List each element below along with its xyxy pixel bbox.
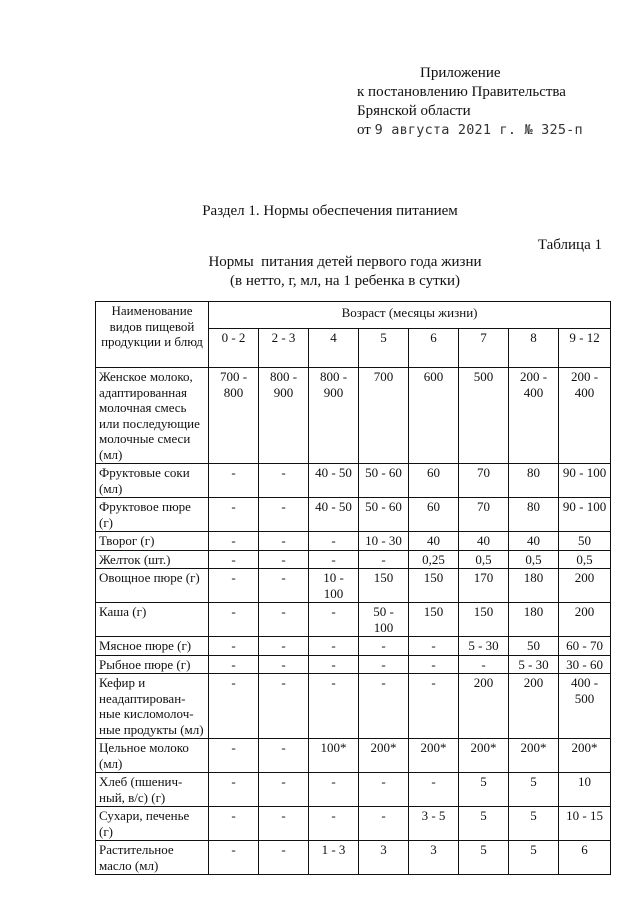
norm-value-cell: 200 - 400 bbox=[509, 368, 559, 464]
norm-value-cell: - bbox=[409, 674, 459, 739]
norm-value-cell: - bbox=[259, 807, 309, 841]
age-column-header: 5 bbox=[359, 329, 409, 368]
norm-value-cell: 0,5 bbox=[509, 550, 559, 569]
norm-value-cell: 200* bbox=[409, 739, 459, 773]
table-row bbox=[96, 739, 611, 773]
norm-value-cell: 5 bbox=[459, 807, 509, 841]
norm-value-cell: 5 - 30 bbox=[459, 637, 509, 656]
norm-value-cell: 700 bbox=[359, 368, 409, 464]
product-name-cell: Цельное молоко (мл) bbox=[96, 739, 209, 773]
norm-value-cell: - bbox=[209, 464, 259, 498]
norm-value-cell: 80 bbox=[509, 464, 559, 498]
table-row bbox=[96, 773, 611, 807]
norm-value-cell: 200 bbox=[459, 674, 509, 739]
table-row bbox=[96, 603, 611, 637]
norm-value-cell: 50 bbox=[559, 532, 611, 551]
norm-value-cell: - bbox=[259, 550, 309, 569]
norm-value-cell: - bbox=[209, 807, 259, 841]
date-prefix: от bbox=[357, 122, 371, 138]
norm-value-cell: - bbox=[209, 655, 259, 674]
norm-value-cell: - bbox=[359, 550, 409, 569]
norm-value-cell: - bbox=[209, 739, 259, 773]
norm-value-cell: 50 bbox=[509, 637, 559, 656]
norm-value-cell: 200* bbox=[359, 739, 409, 773]
table-row bbox=[96, 368, 611, 464]
appendix-line-2: к постановлению Правительства bbox=[357, 84, 566, 100]
norm-value-cell: 50 - 60 bbox=[359, 464, 409, 498]
product-name-cell: Фруктовое пюре (г) bbox=[96, 498, 209, 532]
norm-value-cell: 10 - 15 bbox=[559, 807, 611, 841]
norm-value-cell: 80 bbox=[509, 498, 559, 532]
norm-value-cell: 200 bbox=[559, 603, 611, 637]
norm-value-cell: - bbox=[209, 550, 259, 569]
norm-value-cell: 150 bbox=[359, 569, 409, 603]
norm-value-cell: - bbox=[259, 655, 309, 674]
product-name-cell: Желток (шт.) bbox=[96, 550, 209, 569]
norm-value-cell: - bbox=[309, 674, 359, 739]
norm-value-cell: - bbox=[359, 807, 409, 841]
norm-value-cell: 40 - 50 bbox=[309, 498, 359, 532]
norm-value-cell: - bbox=[259, 569, 309, 603]
norm-value-cell: - bbox=[409, 655, 459, 674]
table-title-line-1: Нормы питания детей первого года жизни bbox=[208, 254, 482, 270]
norm-value-cell: - bbox=[459, 655, 509, 674]
norm-value-cell: 30 - 60 bbox=[559, 655, 611, 674]
norm-value-cell: - bbox=[409, 773, 459, 807]
table-row bbox=[96, 674, 611, 739]
appendix-title: Приложение bbox=[420, 65, 501, 81]
norm-value-cell: 200 bbox=[509, 674, 559, 739]
norm-value-cell: 6 bbox=[559, 841, 611, 875]
norm-value-cell: 40 bbox=[459, 532, 509, 551]
age-column-header: 0 - 2 bbox=[209, 329, 259, 368]
norm-value-cell: 150 bbox=[459, 603, 509, 637]
norm-value-cell: - bbox=[259, 739, 309, 773]
table-row bbox=[96, 498, 611, 532]
norm-value-cell: - bbox=[309, 603, 359, 637]
norm-value-cell: - bbox=[259, 841, 309, 875]
norm-value-cell: 400 - 500 bbox=[559, 674, 611, 739]
norm-value-cell: - bbox=[359, 655, 409, 674]
norm-value-cell: 800 - 900 bbox=[259, 368, 309, 464]
table-row bbox=[96, 550, 611, 569]
norm-value-cell: 150 bbox=[409, 603, 459, 637]
norm-value-cell: - bbox=[309, 807, 359, 841]
norm-value-cell: 10 - 30 bbox=[359, 532, 409, 551]
age-column-header: 8 bbox=[509, 329, 559, 368]
section-title: Раздел 1. Нормы обеспечения питанием bbox=[202, 203, 458, 219]
norm-value-cell: 170 bbox=[459, 569, 509, 603]
norm-value-cell: - bbox=[209, 773, 259, 807]
norm-value-cell: 0,5 bbox=[559, 550, 611, 569]
age-column-header: 4 bbox=[309, 329, 359, 368]
norm-value-cell: 10 - 100 bbox=[309, 569, 359, 603]
table-title-line-2: (в нетто, г, мл, на 1 ребенка в сутки) bbox=[230, 273, 460, 289]
norm-value-cell: 0,5 bbox=[459, 550, 509, 569]
norm-value-cell: - bbox=[259, 773, 309, 807]
norm-value-cell: - bbox=[409, 637, 459, 656]
norm-value-cell: 5 bbox=[459, 773, 509, 807]
norm-value-cell: 800 - 900 bbox=[309, 368, 359, 464]
norm-value-cell: 1 - 3 bbox=[309, 841, 359, 875]
norm-value-cell: 5 bbox=[509, 841, 559, 875]
age-column-header: 2 - 3 bbox=[259, 329, 309, 368]
norm-value-cell: 70 bbox=[459, 498, 509, 532]
norm-value-cell: 50 - 100 bbox=[359, 603, 409, 637]
norm-value-cell: 200* bbox=[509, 739, 559, 773]
norm-value-cell: - bbox=[209, 841, 259, 875]
table-row bbox=[96, 841, 611, 875]
norm-value-cell: 3 bbox=[359, 841, 409, 875]
age-column-header: 6 bbox=[409, 329, 459, 368]
product-name-cell: Овощное пюре (г) bbox=[96, 569, 209, 603]
norm-value-cell: 200 bbox=[559, 569, 611, 603]
date-number-stamp: 9 августа 2021 г. № 325-п bbox=[374, 122, 583, 138]
table-row bbox=[96, 464, 611, 498]
product-name-cell: Творог (г) bbox=[96, 532, 209, 551]
norm-value-cell: - bbox=[259, 464, 309, 498]
norm-value-cell: - bbox=[209, 603, 259, 637]
product-name-cell: Каша (г) bbox=[96, 603, 209, 637]
norm-value-cell: 50 - 60 bbox=[359, 498, 409, 532]
norm-value-cell: 200* bbox=[559, 739, 611, 773]
norm-value-cell: 40 bbox=[509, 532, 559, 551]
product-name-cell: Сухари, печенье (г) bbox=[96, 807, 209, 841]
norm-value-cell: - bbox=[259, 603, 309, 637]
norm-value-cell: 3 - 5 bbox=[409, 807, 459, 841]
table-row bbox=[96, 655, 611, 674]
appendix-block bbox=[357, 64, 583, 140]
norm-value-cell: 500 bbox=[459, 368, 509, 464]
norm-value-cell: - bbox=[309, 773, 359, 807]
norm-value-cell: 200 - 400 bbox=[559, 368, 611, 464]
norm-value-cell: 40 bbox=[409, 532, 459, 551]
norm-value-cell: 5 bbox=[509, 807, 559, 841]
header-row-1 bbox=[96, 302, 611, 329]
age-column-header: 7 bbox=[459, 329, 509, 368]
norm-value-cell: 40 - 50 bbox=[309, 464, 359, 498]
norm-value-cell: 5 - 30 bbox=[509, 655, 559, 674]
product-name-cell: Растительное масло (мл) bbox=[96, 841, 209, 875]
norm-value-cell: - bbox=[359, 773, 409, 807]
product-name-cell: Мясное пюре (г) bbox=[96, 637, 209, 656]
norm-value-cell: 150 bbox=[409, 569, 459, 603]
norm-value-cell: - bbox=[209, 532, 259, 551]
norm-value-cell: 60 bbox=[409, 498, 459, 532]
product-name-cell: Хлеб (пшенич-ный, в/с) (г) bbox=[96, 773, 209, 807]
norm-value-cell: - bbox=[309, 655, 359, 674]
product-name-cell: Фруктовые соки (мл) bbox=[96, 464, 209, 498]
norm-value-cell: - bbox=[209, 637, 259, 656]
table-row bbox=[96, 569, 611, 603]
norm-value-cell: - bbox=[259, 532, 309, 551]
norm-value-cell: 180 bbox=[509, 569, 559, 603]
product-name-cell: Рыбное пюре (г) bbox=[96, 655, 209, 674]
nutrition-norms-table bbox=[95, 301, 611, 875]
appendix-line-3: Брянской области bbox=[357, 103, 471, 119]
norm-value-cell: - bbox=[359, 637, 409, 656]
norm-value-cell: 10 bbox=[559, 773, 611, 807]
product-name-cell: Кефир и неадаптирован-ные кисломолоч-ные продукты (мл) bbox=[96, 674, 209, 739]
norm-value-cell: - bbox=[309, 637, 359, 656]
norm-value-cell: 100* bbox=[309, 739, 359, 773]
norm-value-cell: 5 bbox=[509, 773, 559, 807]
appendix-date-line bbox=[357, 121, 583, 140]
norm-value-cell: 0,25 bbox=[409, 550, 459, 569]
norm-value-cell: 90 - 100 bbox=[559, 464, 611, 498]
name-header: Наименование видов пищевой продукции и блюд bbox=[96, 302, 209, 368]
table-number: Таблица 1 bbox=[537, 237, 602, 253]
norm-value-cell: 180 bbox=[509, 603, 559, 637]
norm-value-cell: 200* bbox=[459, 739, 509, 773]
norm-value-cell: - bbox=[309, 532, 359, 551]
norm-value-cell: - bbox=[309, 550, 359, 569]
norm-value-cell: 3 bbox=[409, 841, 459, 875]
norm-value-cell: - bbox=[259, 674, 309, 739]
norm-value-cell: - bbox=[259, 498, 309, 532]
age-header: Возраст (месяцы жизни) bbox=[209, 302, 611, 329]
product-name-cell: Женское молоко, адаптированная молочная смесь или последующие молочные смеси (мл) bbox=[96, 368, 209, 464]
norm-value-cell: - bbox=[209, 569, 259, 603]
norm-value-cell: - bbox=[259, 637, 309, 656]
norm-value-cell: - bbox=[209, 674, 259, 739]
age-column-header: 9 - 12 bbox=[559, 329, 611, 368]
table-row bbox=[96, 807, 611, 841]
norm-value-cell: 60 bbox=[409, 464, 459, 498]
norm-value-cell: 60 - 70 bbox=[559, 637, 611, 656]
norm-value-cell: 90 - 100 bbox=[559, 498, 611, 532]
table-row bbox=[96, 532, 611, 551]
table-row bbox=[96, 637, 611, 656]
table-title bbox=[0, 253, 640, 291]
norm-value-cell: 70 bbox=[459, 464, 509, 498]
norm-value-cell: - bbox=[209, 498, 259, 532]
norm-value-cell: 5 bbox=[459, 841, 509, 875]
norm-value-cell: - bbox=[359, 674, 409, 739]
norm-value-cell: 700 - 800 bbox=[209, 368, 259, 464]
norm-value-cell: 600 bbox=[409, 368, 459, 464]
